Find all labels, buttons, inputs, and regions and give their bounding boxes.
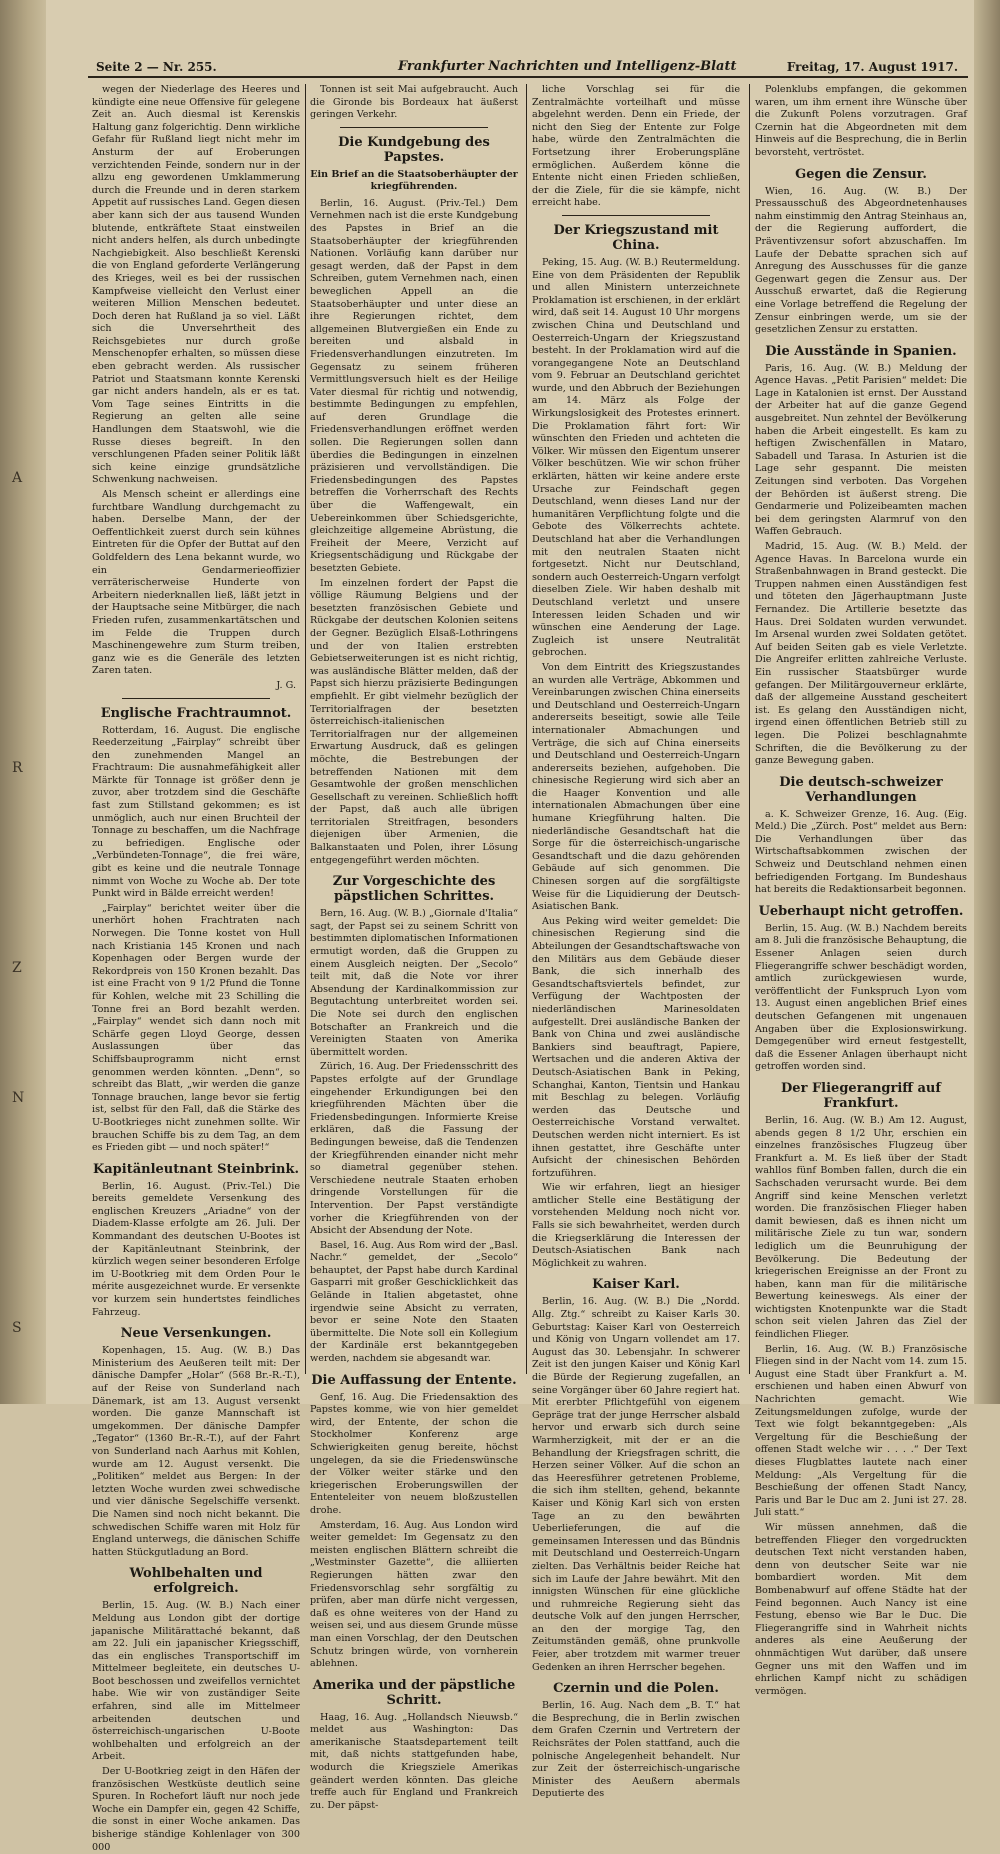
article-paragraph: Tonnen ist seit Mai aufgebraucht. Auch die Gironde bis Bordeaux hat äußerst geringen Verkehr.	[310, 84, 518, 121]
article-paragraph: Berlin, 16. August. (Priv.-Tel.) Dem Vernehmen nach ist die erste Kundgebung des Papstes in Brief an die Staatsoberhäupter der kriegführenden Nationen. Vorläufig kann darüber nur gesagt werden, daß der Papst in dem Schreiben, gutem Vernehmen nach, einen beweglichen Appell an die Staatsoberhäupter und unter diese an ihre Regierungen richtet, dem allgemeinen Blutvergießen ein Ende zu bereiten und alsbald in Friedensverhandlungen einzutreten. Im Gegensatz zu seinem früheren Vermittlungsversuch hielt es der Heilige Vater diesmal für richtig und notwendig, bestimmte Bedingungen zu empfehlen, auf deren Grundlage die Friedensverhandlungen eröffnet werden sollen. Die Regierungen sollen dann überdies die Bedingungen in einzelnen präzisieren und vervollständigen. Die Friedensbedingungen des Papstes betreffen die Vorherrschaft des Rechts über die Waffengewalt, ein Uebereinkommen über Schiedsgerichte, gleichzeitige allgemeine Abrüstung, die Freiheit der Meere, Verzicht auf Kriegsentschädigung und Rückgabe der besetzten Gebiete.	[310, 197, 518, 574]
column-1	[92, 84, 300, 1853]
article-paragraph: Der U-Bootkrieg zeigt in den Häfen der französischen Westküste deutlich seine Spuren. In Rochefort läuft nur noch jede Woche ein Dampfer ein, gegen 42 Schiffe, die sonst in einer Woche ankamen. Das bisherige ständige Kohlenlager von 300 000	[92, 1766, 300, 1853]
article-paragraph: Berlin, 16. Aug. (W. B.) Französische Fliegen sind in der Nacht vom 14. zum 15. August eine Stadt über Frankfurt a. M. erschienen und haben einen Abwurf von Nachrichten gemacht. Wie Zeitungsmeldungen zufolge, wurde der Text wie folgt bekanntgegeben: „Als Vergeltung für die Beschießung der offenen Stadt welche wir . . . .“ Der Text dieses Flugblattes lautete nach einer Meldung: „Als Vergeltung für die Beschießung der offenen Stadt Nancy, Paris und Bar le Duc am 2. Juni ist 27. 28. Juli statt.“	[755, 1343, 967, 1519]
headline: Kaiser Karl.	[592, 1277, 680, 1293]
article-paragraph: Berlin, 16. August. (Priv.-Tel.) Die bereits gemeldete Versenkung des englischen Kreuzers „Ariadne“ von der Diadem-Klasse erfolgte am 26. Juli. Der Kommandant des deutschen U-Bootes ist der Kapitänleutnant Steinbrink, der kürzlich wegen seiner besonderen Erfolge im U-Bootkrieg mit dem Orden Pour le mérite ausgezeichnet wurde. Er versenkte vor kurzem sein hundertstes feindliches Fahrzeug.	[92, 1180, 300, 1318]
margin-letter: A	[12, 470, 23, 486]
article-paragraph: Amsterdam, 16. Aug. Aus London wird weiter gemeldet: Im Gegensatz zu den meisten englischen Blättern schreibt die „Westminster Gazette“, die alliierten Regierungen hätten zwar den Friedensvorschlag sehr sorgfältig zu prüfen, aber man dürfe nicht vergessen, daß es ohne weiteres von der Hand zu weisen sei, und aus diesem Grunde müsse man einen Vorschlag, der den Deutschen Schutz bringen würde, von vornherein ablehnen.	[310, 1519, 518, 1670]
headline: Kapitänleutnant Steinbrink.	[92, 1161, 300, 1177]
article-paragraph: Berlin, 16. Aug. (W. B.) Am 12. August, abends gegen 8 1/2 Uhr, erschien ein einzelnes französisches Flugzeug über Frankfurt a. M. Es ließ über der Stadt wahllos fünf Bomben fallen, durch die ein Sachschaden verursacht wurde. Bei dem Angriff sind keine Menschen verletzt worden. Die französischen Flieger haben damit bewiesen, daß es ihnen nicht um militärische Ziele zu tun war, sondern lediglich um die Beunruhigung der Bevölkerung. Die Bedeutung der kriegerischen Ereignisse an der Front zu haben, kann man für die militärische Bewertung keineswegs. Als einer der wichtigsten Knotenpunkte war die Stadt schon seit vielen Jahren das Ziel der feindlichen Flieger.	[755, 1114, 967, 1341]
headline: Czernin und die Polen.	[553, 1681, 719, 1697]
page-header	[88, 58, 968, 78]
margin-letter: Z	[12, 960, 22, 976]
headline: Neue Versenkungen.	[120, 1326, 272, 1342]
article-paragraph: Madrid, 15. Aug. (W. B.) Meld. der Agence Havas. In Barcelona wurde ein Straßenbahnwagen in Brand gesteckt. Die Truppen nahmen einen Ausständigen fest und töteten den Jägerhauptmann Juste Fernandez. Die Artillerie besetzte das Haus. Drei Soldaten wurden verwundet. Im Arsenal wurden zwei Soldaten getötet. Auf beiden Seiten gab es viele Verletzte. Die Angreifer erlitten zahlreiche Verluste. Ein russischer Staatsbürger wurde gefangen. Der Militärgouverneur erklärte, daß der allgemeine Ausstand gescheitert ist. Es gelang den Ausständigen nicht, irgend einen öffentlichen Betrieb still zu legen. Die Polizei beschlagnahmte Schriften, die die Bevölkerung zu der ganze Bewegung gaben.	[755, 541, 967, 767]
margin-letter: S	[12, 1320, 22, 1336]
author-signature: J. G.	[276, 679, 296, 691]
article-paragraph: wegen der Niederlage des Heeres und kündigte eine neue Offensive für gelegene Zeit an. Auch diesmal ist Kerenskis Haltung ganz folgerichtig. Denn wirkliche Gefahr für Rußland liegt nicht mehr im Ansturm der auf Eroberungen verzichtenden Feinde, sondern nur in der allzu eng gewordenen Umklammerung durch die Freunde und in deren starkem Appetit auf russisches Land. Gegen diesen aber kann sich der aus tausend Wunden blutende, entkräftete Staat einstweilen nicht anders helfen, als durch unbedingte Nachgiebigkeit. Also beschließt Kerenski die von England geforderte Verlängerung des Krieges, weil es bei der russischen Kampfweise vielleicht den Verlust einer weiteren Million Menschen bedeutet. Doch deren hat Rußland ja so viel. Läßt sich die Unversehrtheit des Reichsgebietes nur durch große Menschenopfer erhalten, so müssen diese eben gebracht werden. Als russischer Patriot und Staatsmann konnte Kerenski gar nicht anders handeln, als er es tat. Vom Tage seines Eintritts in die Regierung an gelten alle seine Handlungen dem Staatswohl, wie die Russe dieses begreift. In den verschlungenen Pfaden seiner Politik läßt sich keine einzige grundsätzliche Schwenkung nachweisen.	[92, 84, 300, 486]
divider	[122, 698, 270, 699]
headline: Gegen die Zensur.	[795, 166, 927, 182]
headline: Wohlbehalten und erfolgreich.	[129, 1566, 263, 1597]
article-paragraph: Genf, 16. Aug. Die Friedensaktion des Papstes komme, wie von hier gemeldet wird, der Entente, der schon die Stockholmer Konferenz arge Schwierigkeiten genug bereite, höchst ungelegen, da sie die Friedenswünsche der Völker weiter stärke und den kriegerischen Eroberungswillen der Ententeleiter von neuem bloßzustellen drohe.	[310, 1391, 518, 1516]
page-number: Seite 2 — Nr. 255.	[96, 60, 217, 74]
left-margin-strip	[0, 0, 46, 1404]
article-paragraph: Berlin, 15. Aug. (W. B.) Nach einer Meldung aus London gibt der dortige japanische Militärattaché bekannt, daß am 22. Juli ein japanischer Kriegsschiff, das ein englisches Transportschiff im Mittelmeer begleitete, ein deutsches U-Boot beschossen und zweifellos vernichtet habe. Wie wir von zuständiger Seite erfahren, sind alle im Mittelmeer arbeitenden deutschen und österreichisch-ungarischen U-Boote wohlbehalten und erfolgreich an der Arbeit.	[92, 1600, 300, 1763]
divider	[562, 215, 710, 216]
headline: Englische Frachtraumnot.	[100, 705, 292, 721]
column-4	[755, 84, 967, 1697]
headline: Amerika und der päpstliche Schritt.	[312, 1677, 516, 1708]
headline: Die deutsch-schweizer Verhandlungen	[779, 774, 943, 805]
article-paragraph: Wir müssen annehmen, daß die betreffenden Flieger den vorgedruckten deutschen Text nicht verstanden haben, denn von deutscher Seite war nie bombardiert worden. Mit dem Bombenabwurf auf offene Städte hat der Feind begonnen. Auch Nancy ist eine Festung, ebenso wie Bar le Duc. Die Fliegerangriffe sind in Wahrheit nichts anderes als eine Aeußerung der ohnmächtigen Wut darüber, daß unsere Gegner uns mit den Waffen und im ehrlichen Kampf nicht zu schädigen vermögen.	[755, 1521, 967, 1697]
column-3	[532, 84, 740, 1800]
margin-letter: R	[12, 760, 23, 776]
headline: Zur Vorgeschichte des päpstlichen Schrittes.	[332, 874, 496, 905]
article-paragraph: Kopenhagen, 15. Aug. (W. B.) Das Ministerium des Aeußeren teilt mit: Der dänische Dampfer „Holar“ (568 Br.-R.-T.), auf der Reise von Sunderland nach Dänemark, ist am 13. August versenkt worden. Die ganze Mannschaft ist umgekommen. Der dänische Dampfer „Tegator“ (1360 Br.-R.-T.), auf der Fahrt von Sunderland nach Aarhus mit Kohlen, wurde am 12. August versenkt. Die „Politiken“ meldet aus Bergen: In der letzten Woche wurden zwei schwedische und vier dänische Segelschiffe versenkt. Die Namen sind noch nicht bekannt. Die schwedischen Schiffe waren mit Holz für England unterwegs, die dänischen Schiffe hatten Stückgutladung an Bord.	[92, 1345, 300, 1558]
article-paragraph: a. K. Schweizer Grenze, 16. Aug. (Eig. Meld.) Die „Zürch. Post“ meldet aus Bern: Die Verhandlungen über das Wirtschaftsabkommen zwischen der Schweiz und Deutschland nehmen einen befriedigenden Fortgang. Im Bundeshaus hat bereits die Redaktionsarbeit begonnen.	[755, 808, 967, 896]
article-paragraph: Berlin, 15. Aug. (W. B.) Nachdem bereits am 8. Juli die französische Behauptung, die Essener Anlagen seien durch Fliegerangriffe schwer beschädigt worden, amtlich zurückgewiesen wurde, veröffentlicht der Funkspruch Lyon vom 13. August einen angeblichen Brief eines deutschen Gefangenen mit ungenauen Angaben über die Explosionswirkung. Demgegenüber wird erneut festgestellt, daß die Essener Anlagen überhaupt nicht getroffen worden sind.	[755, 922, 967, 1073]
article-paragraph: Peking, 15. Aug. (W. B.) Reutermeldung. Eine von dem Präsidenten der Republik und allen Ministern unterzeichnete Proklamation ist erschienen, in der erklärt wird, daß seit 14. August 10 Uhr morgens zwischen China und Deutschland und Oesterreich-Ungarn der Kriegszustand besteht. In der Proklamation wird auf die vorangegangene Note an Deutschland vom 9. Februar an Deutschland gerichtet wurde, und den Abbruch der Beziehungen am 14. März als Folge der Wirkungslosigkeit des Protestes erinnert. Die Proklamation fährt fort: Wir wünschten den Frieden und achteten die Völker. Wir müssen den Eigentum unserer Völker beschützen. Wie wir schon früher erklärten, hätten wir keine andere erste Ursache zur Feindschaft gegen Deutschland, wenn dieses Land nur der humanitären Verpflichtung folgte und die Gebote des Völkerrechts achtete. Deutschland hat aber die Verhandlungen mit den neutralen Staaten nicht fortgesetzt. Nicht nur Deutschland, sondern auch Oesterreich-Ungarn verfolgt dieselben Ziele. Wir haben deshalb mit Deutschland verletzt und unsere Interessen leiden Schaden und wir wünschen eine Aenderung der Lage. Zugleich ist unsere Neutralität gebrochen.	[532, 256, 740, 659]
article-paragraph: Wien, 16. Aug. (W. B.) Der Pressausschuß des Abgeordnetenhauses nahm einstimmig den Antrag Steinhaus an, der die Regierung auffordert, die Präventivzensur sofort abzuschaffen. Im Laufe der Debatte sprachen sich auf Anregung des Ausschusses für die ganze Gegenwart gegen die Zensur aus. Der Ausschuß erwartet, daß die Regierung eine Vorlage betreffend die Regelung der Zensur einbringen werde, um sie der gesetzlichen Zensur zu erstatten.	[755, 185, 967, 336]
article-paragraph: Polenklubs empfangen, die gekommen waren, um ihm ernent ihre Wünsche über die Zukunft Polens vorzutragen. Graf Czernin hat die Abgeordneten mit dem Hinweis auf die Besprechung, die in Berlin bevorsteht, vertröstet.	[755, 84, 967, 158]
column-rule	[749, 84, 750, 1374]
headline: Die Kundgebung des Papstes.	[338, 134, 490, 165]
column-2	[310, 84, 518, 1811]
divider	[340, 127, 488, 128]
article-paragraph: Von dem Eintritt des Kriegszustandes an wurden alle Verträge, Abkommen und Vereinbarungen zwischen China einerseits und Deutschland und Oesterreich-Ungarn andererseits beseitigt, sowie alle Teile internationaler Abmachungen und Verträge, die sich auf China einerseits und Deutschland und Oesterreich-Ungarn andererseits beziehen, aufgehoben. Die chinesische Regierung wird sich aber an die Haager Konvention und alle internationalen Abmachungen über eine humane Kriegführung halten. Die niederländische Gesandtschaft hat die Sorge für die österreichisch-ungarische Gesandtschaft und die dazu gehörenden Gebäude auf sich genommen. Die Chinesen sorgen auf die sorgfältigste Weise für die Liquidierung der Deutsch-Asiatischen Bank.	[532, 661, 740, 913]
article-paragraph: Rotterdam, 16. August. Die englische Reederzeitung „Fairplay“ schreibt über den zunehmenden Mangel an Frachtraum: Die ausnahmefähigkeit aller Märkte für Tonnage ist größer denn je zuvor, aber trotzdem sind die Geschäfte fast zum Stillstand gekommen; es ist unmöglich, auch nur einen Bruchteil der Tonnage zu beschaffen, um die Nachfrage zu befriedigen. Englische oder „Verbündeten-Tonnage“, die frei wäre, gibt es keine und die neutrale Tonnage nimmt von Woche zu Woche ab. Der tote Punkt wird in Bälde erreicht werden!	[92, 724, 300, 900]
issue-date: Freitag, 17. August 1917.	[786, 60, 958, 74]
article-paragraph: Berlin, 16. Aug. (W. B.) Die „Nordd. Allg. Ztg.“ schreibt zu Kaiser Karls 30. Geburtstag: Kaiser Karl von Oesterreich und König von Ungarn vollendet am 17. August das 30. Lebensjahr. In schwerer Zeit ist den jungen Kaiser und König Karl die Bürde der Regierung zugefallen, an seine Vorgänger über 60 Jahre regiert hat. Mit ererbter Pflichtgefühl von eigenem Gepräge trat der junge Herrscher alsbald hervor und erwarb sich durch seine Warmherzigkeit, mit der er an die Behandlung der Kriegsfragen schritt, die Herzen seiner Völker. Auf die schon an das Heeresführer getretenen Probleme, die sich ihm stellten, gehend, bekannte Kaiser und König Karl sich von ersten Tage an zu den bewährten Ueberlieferungen, die auf die gemeinsamen Interessen und das Bündnis mit Deutschland und Oesterreich-Ungarn zielten. Das Verhältnis beider Reiche hat sich im Laufe der Jahre bewährt. Mit den innigsten Wünschen für eine glückliche und ruhmreiche Regierung sieht das deutsche Volk auf den jungen Herrscher, an den der morgige Tag, den Zeitumständen gemäß, ohne prunkvolle Feier, aber trotzdem mit warmer treuer Gedenken an ihren Herrscher begehen.	[532, 1296, 740, 1673]
article-paragraph: Basel, 16. Aug. Aus Rom wird der „Basl. Nachr.“ gemeldet, der „Secolo“ behauptet, der Papst habe durch Kardinal Gasparri mit großer Geschicklichkeit das Gelände in Italien abgetastet, ohne irgendwie seine Absicht zu verraten, bevor er seine Note den Staaten übermittelte. Die Note soll ein Kollegium der Kardinäle erst bekanntgegeben werden, nachdem sie abgesandt war.	[310, 1239, 518, 1365]
headline: Der Fliegerangriff auf Frankfurt.	[781, 1080, 941, 1111]
article-paragraph: Haag, 16. Aug. „Hollandsch Nieuwsb.“ meldet aus Washington: Das amerikanische Staatsdepartement teilt mit, daß nichts stattgefunden habe, wodurch die Kriegsziele Amerikas geändert werden könnten. Das gleiche treffe auch für England und Frankreich zu. Der päpst-	[310, 1711, 518, 1811]
article-paragraph: Als Mensch scheint er allerdings eine furchtbare Wandlung durchgemacht zu haben. Derselbe Mann, der der Oeffentlichkeit zuerst durch sein kühnes Eintreten für die Opfer der Buttat auf den Goldfeldern des Lena bekannt wurde, wo ein Gendarmerieoffizier verräterischerweise Hunderte von Arbeitern niederknallen ließ, läßt jetzt in der Hauptsache seine Mitbürger, die nach Frieden rufen, zusammenkartätschen und im Felde die Truppen durch Maschinengewehre zum Sturm treiben, ganz wie es die Generäle des letzten Zaren taten.	[92, 489, 300, 677]
headline: Der Kriegszustand mit China.	[553, 222, 719, 253]
article-paragraph: Bern, 16. Aug. (W. B.) „Giornale d'Italia“ sagt, der Papst sei zu seinem Schritt von bestimmten diplomatischen Informationen ermutigt worden, daß die Gruppen zu einem Ausgleich neigten. Der „Secolo“ teilt mit, daß die Note vor ihrer Absendung der Kardinalkommission zur Begutachtung unterbreitet worden sei. Die Note sei durch den englischen Botschafter an Frankreich und die Vereinigten Staaten von Amerika übermittelt worden.	[310, 908, 518, 1058]
subheadline: Ein Brief an die Staatsoberhäupter der kriegführenden.	[310, 168, 518, 192]
headline: Die Ausstände in Spanien.	[765, 343, 957, 359]
article-paragraph: Zürich, 16. Aug. Der Friedensschritt des Papstes erfolgte auf der Grundlage eingehender Erkundigungen bei den kriegführenden Mächten über die Friedensbedingungen. Informierte Kreise erklären, daß die Fassung der Bedingungen beweise, daß die Tendenzen der Kriegführenden einander nicht mehr so diametral gegenüber stehen. Verschiedene neutrale Staaten erhoben dringende Vorstellungen für die Intervention. Der Papst verständigte vorher die Kriegführenden von der Absicht der Absendung der Note.	[310, 1061, 518, 1237]
article-paragraph: Im einzelnen fordert der Papst die völlige Räumung Belgiens und der besetzten französischen Gebiete und Rückgabe der deutschen Kolonien seitens der Gegner. Bezüglich Elsaß-Lothringens und der von Italien erstrebten Gebietserweiterungen ist es nicht richtig, was ausländische Blätter melden, daß der Papst sich hierzu präzisierte Bedingungen empfiehlt. Er gibt vielmehr bezüglich der Territorialfragen der besetzten österreichisch-italienischen Territorialfragen nur der allgemeinen Erwartung Ausdruck, daß es gelingen möchte, die Bestrebungen der betreffenden Nationen mit dem Gesamtwohle der großen menschlichen Gesellschaft zu vereinen. Schließlich hofft der Papst, daß auch alle übrigen territorialen Streitfragen, besonders diejenigen über Armenien, die Balkanstaaten und Polen, ihrer Lösung entgegengeführt werden möchten.	[310, 577, 518, 866]
article-paragraph: Berlin, 16. Aug. Nach dem „B. T.“ hat die Besprechung, die in Berlin zwischen dem Grafen Czernin und Vertretern der Reichsrätes der Polen stattfand, auch die polnische Angelegenheit behandelt. Nur zur Zeit der österreichisch-ungarische Minister des Aeußern abermals Deputierte des	[532, 1700, 740, 1800]
article-paragraph: Aus Peking wird weiter gemeldet: Die chinesischen Regierung sind die Abteilungen der Gesandtschaftswache von den Militärs aus dem Gebäude dieser Bank, die sich innerhalb des Gesandtschaftsviertels befindet, zur Verfügung der Wachtposten der niederländischen Marinesoldaten aufgestellt. Drei ausländische Banken der Bank von China und zwei ausländische Bankiers sind beauftragt, Papiere, Wertsachen und die anderen Aktiva der Deutsch-Asiatischen Bank in Peking, Schanghai, Kanton, Tientsin und Hankau mit Beschlag zu belegen. Vorläufig werden das Deutsche und Oesterreichische Vorstand verwaltet. Deutschen werden nicht interniert. Es ist ihnen gestattet, ihre Geschäfte unter Aufsicht der chinesischen Behörden fortzuführen.	[532, 915, 740, 1179]
column-rule	[305, 84, 306, 1374]
headline: Ueberhaupt nicht getroffen.	[758, 903, 964, 919]
column-rule	[526, 84, 527, 1374]
headline: Die Auffassung der Entente.	[311, 1372, 517, 1388]
margin-letter: N	[12, 1090, 25, 1106]
article-paragraph: Wie wir erfahren, liegt an hiesiger amtlicher Stelle eine Bestätigung der vorstehenden Meldung noch nicht vor. Falls sie sich bewahrheitet, werden durch die Kriegserklärung die Interessen der Deutsch-Asiatischen Bank nach Möglichkeit zu wahren.	[532, 1182, 740, 1269]
article-paragraph: „Fairplay“ berichtet weiter über die unerhört hohen Frachtraten nach Norwegen. Die Tonne kostet von Hull nach Kristiania 145 Kronen und nach Kopenhagen oder Bergen wurde der Rekordpreis von 150 Kronen bezahlt. Das ist eine Fracht von 9 1/2 Pfund die Tonne für Kohlen, welche mit 23 Schilling die Tonne frei an Bord bezahlt werden. „Fairplay“ wendet sich dann noch mit Schärfe gegen Lloyd George, dessen Auslassungen über das Schiffsbauprogramm nicht ernst genommen werden könnten. „Denn“, so schreibt das Blatt, „wir werden die ganze Tonnage brauchen, lange bevor sie fertig ist, selbst für den Fall, daß die Stärke des U-Bootkrieges nicht zunehmen sollte. Wir brauchen Schiffe bis zu dem Tag, an dem es Frieden gibt — und noch später!“	[92, 902, 300, 1154]
article-paragraph: Paris, 16. Aug. (W. B.) Meldung der Agence Havas. „Petit Parisien“ meldet: Die Lage in Katalonien ist ernst. Der Ausstand der Arbeiter hat auf die ganze Gegend ausgebreitet. Nun zehntel der Bevölkerung haben die Arbeit eingestellt. Es kam zu heftigen Zwischenfällen in Mataro, Sabadell und Tarasa. In Asturien ist die Lage sehr gespannt. Die meisten Zeitungen sind verboten. Das Vorgehen der Behörden ist äußerst streng. Die Gendarmerie und Polizeibeamten machen bei dem geringsten Alarmruf von den Waffen Gebrauch.	[755, 362, 967, 538]
right-margin-strip	[974, 0, 1000, 1404]
article-paragraph: liche Vorschlag sei für die Zentralmächte vorteilhaft und müsse abgelehnt werden. Denn ein Friede, der nicht den Sieg der Entente zur Folge habe, würde den Zentralmächten die Fortsetzung ihrer Eroberungspläne ermöglichen. Außerdem könne die Entente nicht einen Frieden schließen, der die Ziele, für die sie kämpfe, nicht erreicht habe.	[532, 84, 740, 209]
newspaper-title: Frankfurter Nachrichten und Intelligenz-Blatt	[398, 59, 737, 74]
